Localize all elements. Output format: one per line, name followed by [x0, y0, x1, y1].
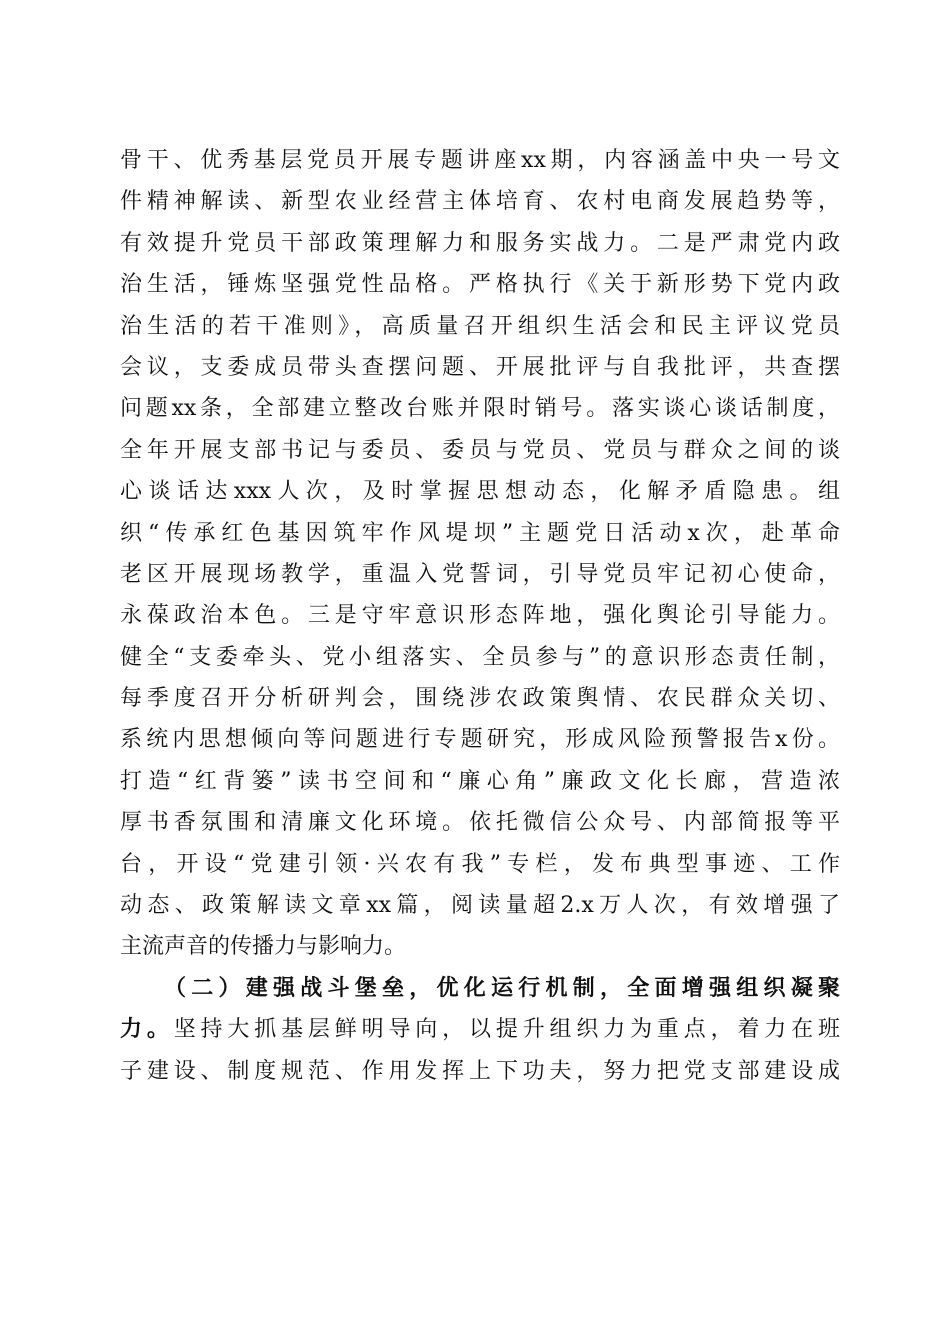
text-line: 会议，支委成员带头查摆问题、开展批评与自我批评，共查摆 [120, 354, 840, 380]
text-line: 骨干、优秀基层党员开展专题讲座xx期，内容涵盖中央一号文 [120, 148, 840, 173]
text-line: 系统内思想倾向等问题进行专题研究，形成风险预警报告x份。 [120, 727, 840, 753]
text-line: 打造“红背篓”读书空间和“廉心角”廉政文化长廊，营造浓 [120, 768, 840, 794]
document-body [120, 140, 840, 1092]
text-line: 问题xx条，全部建立整改台账并限时销号。落实谈心谈话制度， [120, 396, 840, 422]
text-line: 件精神解读、新型农业经营主体培育、农村电商发展趋势等， [120, 189, 840, 215]
section-heading: （二）建强战斗堡垒，优化运行机制，全面增强组织凝聚 [164, 974, 840, 1001]
text-line: 子建设、制度规范、作用发挥上下功夫，努力把党支部建设成 [120, 1058, 840, 1084]
text-line: 力。坚持大抓基层鲜明导向，以提升组织力为重点，着力在班 [120, 1016, 840, 1043]
text-line: 治生活，锤炼坚强党性品格。严格执行《关于新形势下党内政 [120, 272, 840, 298]
text-line: 台，开设“党建引领·兴农有我”专栏，发布典型事迹、工作 [120, 851, 840, 877]
text-line: 全年开展支部书记与委员、委员与党员、党员与群众之间的谈 [120, 437, 840, 463]
text-line: 动态、政策解读文章xx篇，阅读量超2.x万人次，有效增强了 [120, 893, 840, 919]
text-line: 织“传承红色基因筑牢作风堤坝”主题党日活动x次，赴革命 [120, 520, 840, 546]
section-heading-end: 力。 [120, 1016, 174, 1043]
text-line: 老区开展现场教学，重温入党誓词，引导党员牢记初心使命， [120, 561, 840, 587]
text-line: 永葆政治本色。三是守牢意识形态阵地，强化舆论引导能力。 [120, 603, 840, 629]
text-line: 主流声音的传播力与影响力。 [120, 934, 407, 960]
paragraph-fortress [120, 968, 840, 1092]
paragraph-party-life [120, 140, 840, 968]
text-line: 治生活的若干准则》，高质量召开组织生活会和民主评议党员 [120, 313, 840, 339]
text-line: 健全“支委牵头、党小组落实、全员参与”的意识形态责任制， [120, 644, 840, 670]
section-heading-line [120, 968, 840, 1009]
text-line: 心谈话达xxx人次，及时掌握思想动态，化解矛盾隐患。组 [120, 479, 840, 505]
text-line: 每季度召开分析研判会，围绕涉农政策舆情、农民群众关切、 [120, 686, 840, 712]
text-line: 厚书香氛围和清廉文化环境。依托微信公众号、内部简报等平 [120, 810, 840, 836]
text-line: 有效提升党员干部政策理解力和服务实战力。二是严肃党内政 [120, 230, 840, 256]
